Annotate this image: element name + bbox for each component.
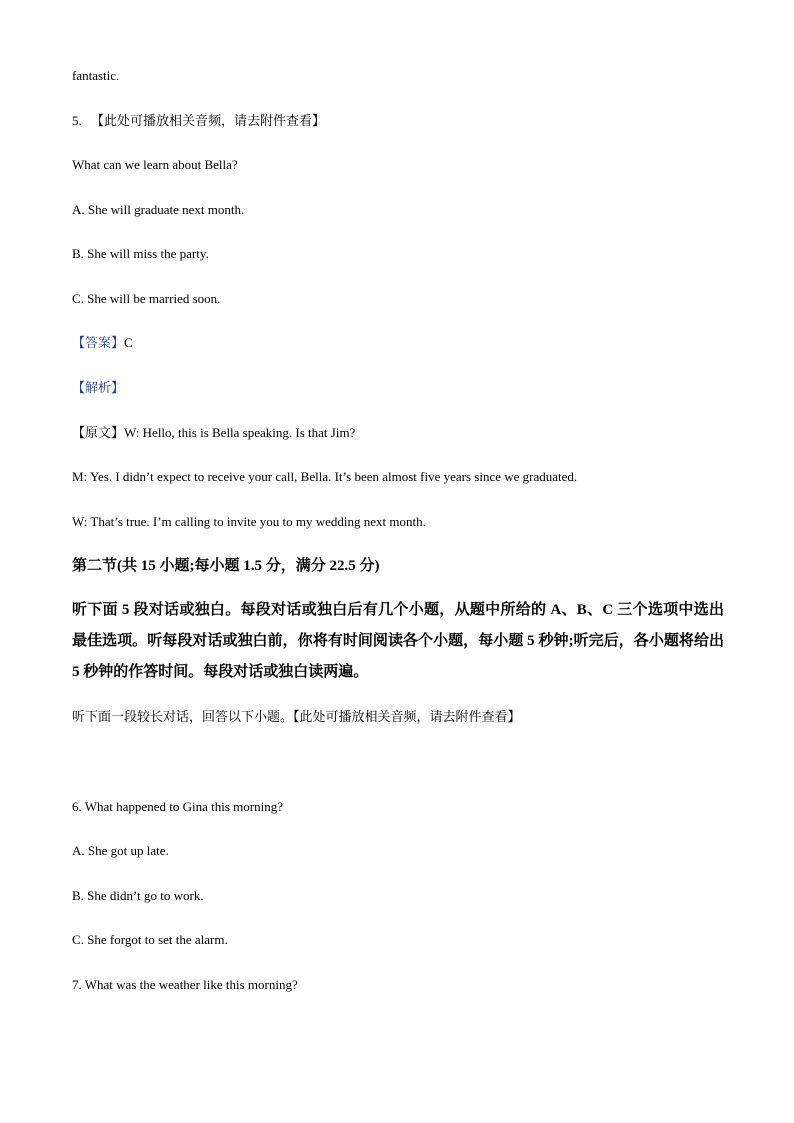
analysis-tag: 【解析】 — [72, 380, 125, 395]
answer-value: C — [124, 335, 133, 350]
question-5-text: What can we learn about Bella? — [72, 157, 238, 172]
original-tag: 【原文】 — [72, 425, 125, 440]
original-w1-text: W: Hello, this is Bella speaking. Is that Jim? — [124, 425, 356, 440]
section-2-title: 第二节(共 15 小题;每小题 1.5 分，满分 22.5 分) — [72, 558, 380, 574]
answer-line — [72, 335, 133, 351]
question-6-option-a: A. She got up late. — [72, 843, 169, 858]
question-6-option-c: C. She forgot to set the alarm. — [72, 932, 228, 947]
text-line-fantastic: fantastic. — [72, 68, 120, 83]
dialog-intro: 听下面一段较长对话，回答以下小题。【此处可播放相关音频，请去附件查看】 — [72, 709, 521, 724]
question-6-text: 6. What happened to Gina this morning? — [72, 799, 283, 814]
answer-tag: 【答案】 — [72, 335, 125, 350]
question-5-number: 5. — [72, 113, 82, 128]
original-line-m1: M: Yes. I didn’t expect to receive your call, Bella. It’s been almost five years since we graduated. — [72, 469, 578, 484]
question-5-option-b: B. She will miss the party. — [72, 246, 209, 261]
section-2-instructions: 听下面 5 段对话或独白。每段对话或独白后有几个小题，从题中所给的 A、B、C 三个选项中选出最佳选项。听每段对话或独白前，你将有时间阅读各个小题，每小题 5 秒钟;听完后，各小题将给出 5 秒钟的作答时间。每段对话或独白读两遍。 — [72, 602, 724, 680]
original-line-w1 — [72, 425, 355, 441]
question-5-audio-note: 【此处可播放相关音频，请去附件查看】 — [91, 113, 326, 128]
question-7-text: 7. What was the weather like this morning? — [72, 977, 298, 992]
question-5-header — [72, 113, 325, 129]
question-5-option-c: C. She will be married soon. — [72, 291, 221, 306]
question-5-option-a: A. She will graduate next month. — [72, 202, 245, 217]
original-line-w2: W: That’s true. I’m calling to invite you to my wedding next month. — [72, 514, 426, 529]
question-6-option-b: B. She didn’t go to work. — [72, 888, 204, 903]
